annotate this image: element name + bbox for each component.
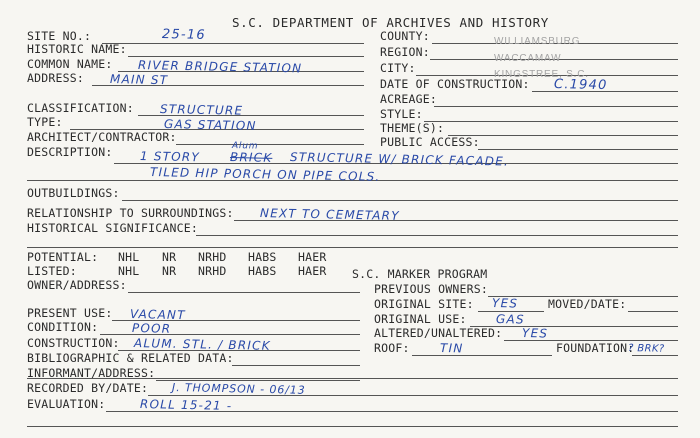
label-type: TYPE: bbox=[27, 115, 63, 129]
label-owner-address: OWNER/ADDRESS: bbox=[27, 278, 127, 292]
value-address: MAIN ST bbox=[109, 72, 169, 88]
label-classification: CLASSIFICATION: bbox=[27, 101, 134, 115]
line-outbuildings bbox=[122, 200, 678, 201]
value-description-struck: BRICK bbox=[229, 150, 273, 165]
value-classification: STRUCTURE bbox=[159, 102, 244, 118]
line-owner-address bbox=[128, 292, 360, 293]
listed-haer: HAER bbox=[298, 264, 327, 278]
label-condition: CONDITION: bbox=[27, 320, 99, 334]
value-description-part1: 1 STORY bbox=[139, 149, 201, 165]
label-present-use: PRESENT USE: bbox=[27, 306, 113, 320]
card-title: S.C. DEPARTMENT OF ARCHIVES AND HISTORY bbox=[232, 15, 549, 30]
label-relationship: RELATIONSHIP TO SURROUNDINGS: bbox=[27, 206, 234, 220]
potential-habs: HABS bbox=[248, 250, 277, 264]
value-condition: POOR bbox=[131, 321, 172, 336]
value-recorded-by: J. THOMPSON - 06/13 bbox=[171, 381, 306, 397]
line-theme bbox=[448, 135, 678, 136]
listed-nrhd: NRHD bbox=[198, 264, 227, 278]
value-present-use: VACANT bbox=[129, 307, 186, 323]
value-construction: ALUM. STL. / BRICK bbox=[133, 336, 271, 353]
label-theme: THEME(S): bbox=[380, 121, 445, 135]
label-marker-program: S.C. MARKER PROGRAM bbox=[352, 267, 488, 281]
label-region: REGION: bbox=[380, 45, 430, 59]
value-altered: YES bbox=[521, 326, 549, 341]
value-date-of-construction: C.1940 bbox=[553, 77, 608, 94]
label-evaluation: EVALUATION: bbox=[27, 397, 106, 411]
label-common-name: COMMON NAME: bbox=[27, 57, 113, 71]
value-foundation: ? BRK? bbox=[627, 343, 665, 355]
label-date-of-construction: DATE OF CONSTRUCTION: bbox=[380, 77, 530, 91]
line-style bbox=[424, 121, 678, 122]
label-moved-date: MOVED/DATE: bbox=[548, 297, 627, 311]
listed-nr: NR bbox=[162, 264, 177, 278]
label-potential: POTENTIAL: bbox=[27, 250, 99, 264]
potential-nhl: NHL bbox=[118, 250, 140, 264]
value-site-no: 25-16 bbox=[161, 27, 206, 43]
label-altered: ALTERED/UNALTERED: bbox=[374, 326, 503, 340]
potential-haer: HAER bbox=[298, 250, 327, 264]
label-historic-name: HISTORIC NAME: bbox=[27, 42, 127, 56]
value-description-insert: Alum bbox=[231, 141, 259, 152]
line-historical-significance bbox=[196, 235, 678, 236]
label-recorded-by: RECORDED BY/DATE: bbox=[27, 381, 149, 395]
label-site-no: SITE NO.: bbox=[27, 29, 92, 43]
label-foundation: FOUNDATION: bbox=[556, 341, 635, 355]
label-original-use: ORIGINAL USE: bbox=[374, 312, 467, 326]
line-roof bbox=[412, 355, 552, 356]
line-acreage bbox=[434, 106, 678, 107]
value-relationship: NEXT TO CEMETARY bbox=[259, 206, 400, 223]
line-moved-date bbox=[628, 311, 678, 312]
label-style: STYLE: bbox=[380, 107, 423, 121]
value-type: GAS STATION bbox=[163, 117, 257, 133]
line-site-no bbox=[102, 43, 364, 44]
label-listed: LISTED: bbox=[27, 264, 77, 278]
label-construction: CONSTRUCTION: bbox=[27, 336, 120, 350]
value-description-line2: TILED HIP PORCH ON PIPE COLS. bbox=[149, 165, 381, 184]
line-public-access bbox=[478, 149, 678, 150]
line-evaluation-extra bbox=[27, 426, 678, 427]
label-historical-significance: HISTORICAL SIGNIFICANCE: bbox=[27, 221, 198, 235]
stamp-region: WACCAMAW bbox=[494, 53, 562, 64]
stamp-county: WILLIAMSBURG bbox=[494, 36, 581, 47]
label-acreage: ACREAGE: bbox=[380, 92, 437, 106]
label-architect: ARCHITECT/CONTRACTOR: bbox=[27, 130, 177, 144]
potential-nrhd: NRHD bbox=[198, 250, 227, 264]
line-historic-name bbox=[128, 56, 364, 57]
line-significance-extra bbox=[27, 247, 678, 248]
label-public-access: PUBLIC ACCESS: bbox=[380, 135, 480, 149]
label-address: ADDRESS: bbox=[27, 71, 84, 85]
value-description-part2: STRUCTURE W/ BRICK FACADE. bbox=[289, 150, 510, 169]
label-city: CITY: bbox=[380, 61, 416, 75]
value-original-site: YES bbox=[491, 296, 519, 311]
label-description: DESCRIPTION: bbox=[27, 145, 113, 159]
listed-nhl: NHL bbox=[118, 264, 140, 278]
potential-nr: NR bbox=[162, 250, 177, 264]
label-county: COUNTY: bbox=[380, 29, 430, 43]
value-roof: TIN bbox=[439, 341, 464, 356]
label-outbuildings: OUTBUILDINGS: bbox=[27, 186, 120, 200]
label-informant: INFORMANT/ADDRESS: bbox=[27, 366, 156, 380]
value-original-use: GAS bbox=[495, 312, 525, 327]
line-bibliographic bbox=[232, 365, 360, 366]
label-bibliographic: BIBLIOGRAPHIC & RELATED DATA: bbox=[27, 351, 234, 365]
value-evaluation: ROLL 15-21 - bbox=[139, 397, 233, 413]
listed-habs: HABS bbox=[248, 264, 277, 278]
stamp-city: KINGSTREE, S.C. bbox=[494, 69, 589, 80]
line-architect bbox=[176, 144, 364, 145]
value-common-name: RIVER BRIDGE STATION bbox=[137, 58, 303, 76]
label-previous-owners: PREVIOUS OWNERS: bbox=[374, 282, 488, 296]
label-original-site: ORIGINAL SITE: bbox=[374, 297, 474, 311]
label-roof: ROOF: bbox=[374, 341, 410, 355]
